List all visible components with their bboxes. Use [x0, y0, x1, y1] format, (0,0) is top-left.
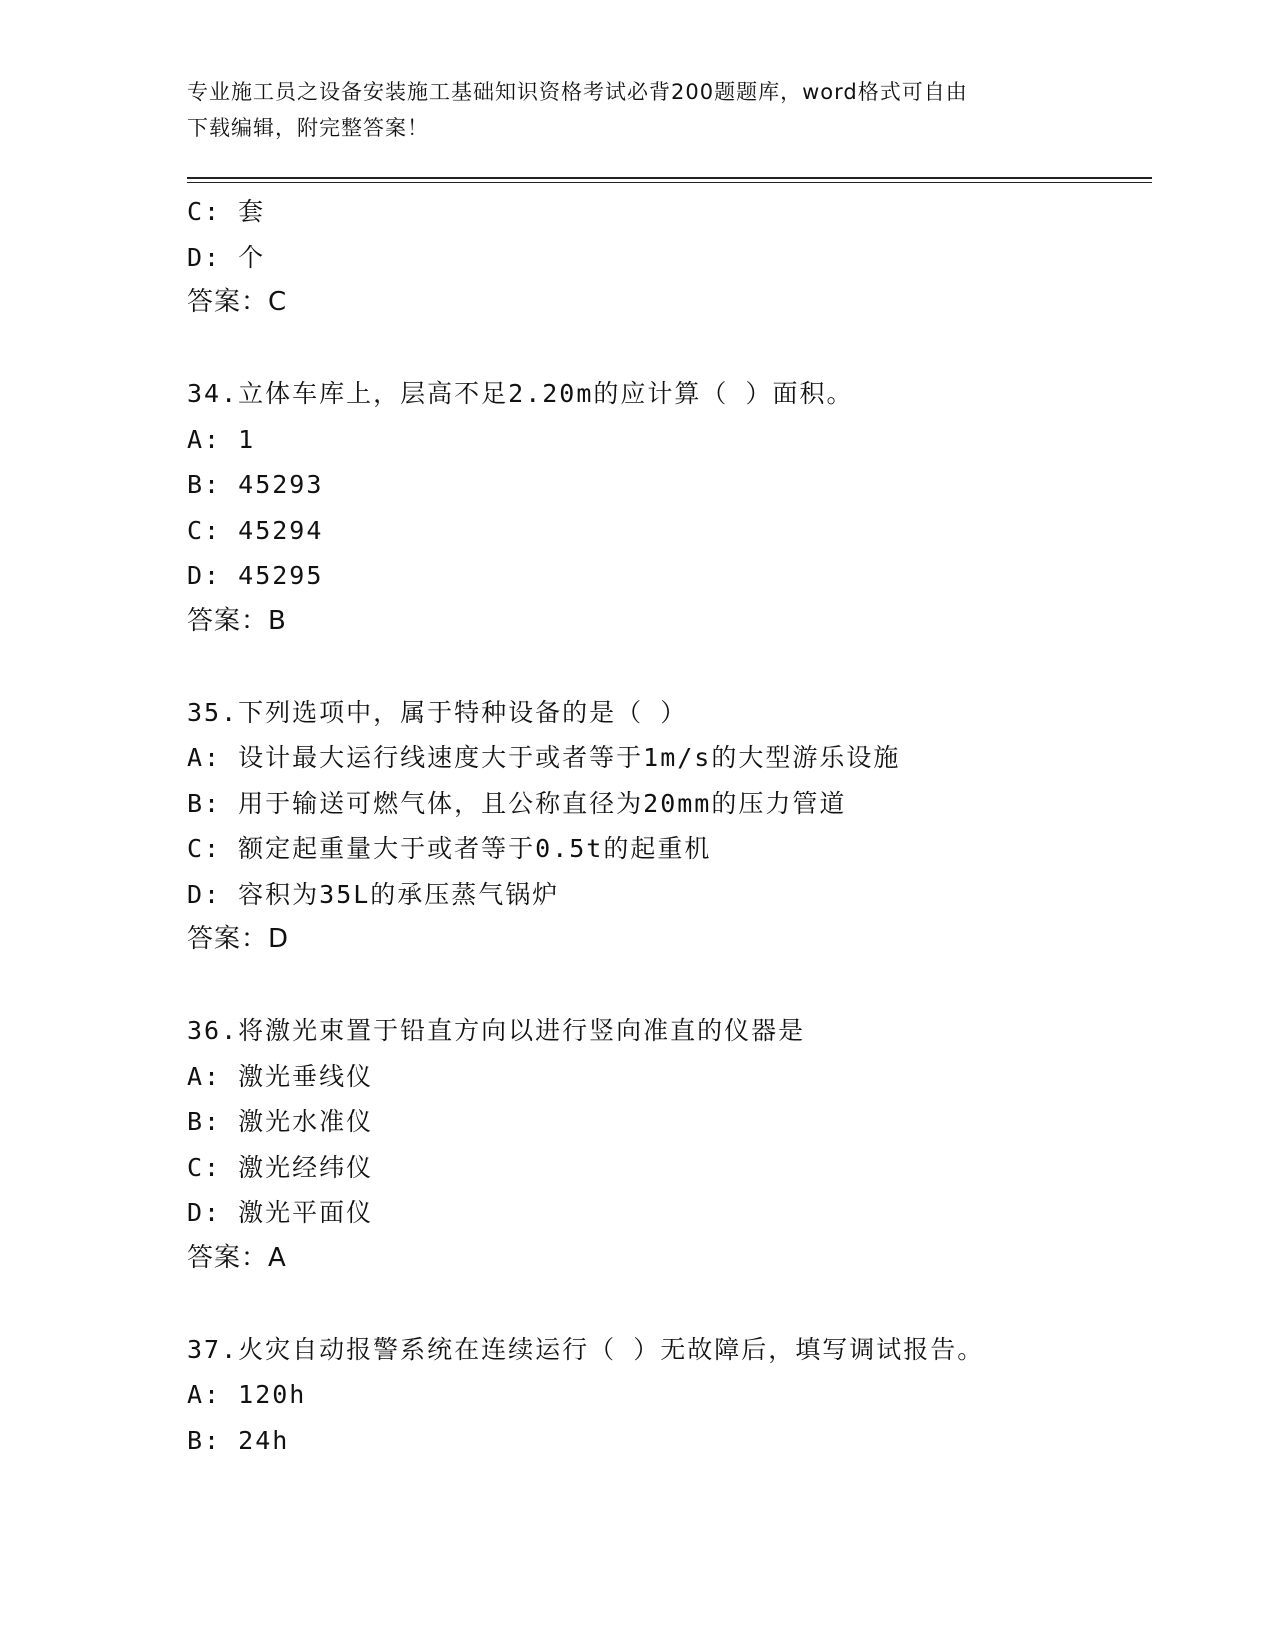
question-stem: 36.将激光束置于铅直方向以进行竖向准直的仪器是 [187, 1016, 806, 1045]
question-stem: 35.下列选项中，属于特种设备的是（ ） [187, 697, 688, 727]
question-36 [187, 1008, 1152, 1281]
option-a: A: 设计最大运行线速度大于或者等于1m/s的大型游乐设施 [187, 743, 901, 772]
option-a: A: 1 [187, 424, 256, 454]
option-b: B: 45293 [187, 470, 324, 499]
question-34 [187, 371, 1152, 644]
option-c: C: 套 [187, 197, 266, 226]
question-33 [187, 189, 1152, 326]
option-d: D: 45295 [187, 561, 324, 590]
option-d: D: 容积为35L的承压蒸气锅炉 [187, 879, 560, 909]
question-35 [187, 690, 1152, 963]
option-a: A: 120h [187, 1380, 307, 1409]
option-c: C: 额定起重量大于或者等于0.5t的起重机 [187, 834, 712, 863]
option-c: C: 45294 [187, 515, 324, 545]
question-list [187, 189, 1152, 1463]
answer: 答案：B [187, 605, 287, 636]
option-b: B: 24h [187, 1425, 290, 1455]
question-stem: 34.立体车库上，层高不足2.20m的应计算（ ）面积。 [187, 379, 854, 408]
header-divider-thick [187, 177, 1152, 179]
answer: 答案：C [187, 287, 288, 317]
question-37 [187, 1327, 1152, 1464]
option-b: B: 激光水准仪 [187, 1107, 374, 1136]
answer: 答案：A [187, 1242, 287, 1273]
header-line-2: 下载编辑，附完整答案！ [187, 116, 429, 140]
question-stem: 37.火灾自动报警系统在连续运行（ ）无故障后，填写调试报告。 [187, 1334, 985, 1364]
document-header [187, 74, 1087, 146]
option-c: C: 激光经纬仪 [187, 1152, 374, 1182]
header-divider-thin [187, 182, 1152, 183]
option-d: D: 个 [187, 242, 266, 272]
answer: 答案：D [187, 924, 290, 954]
option-a: A: 激光垂线仪 [187, 1061, 374, 1091]
header-line-1: 专业施工员之设备安装施工基础知识资格考试必背200题题库，word格式可自由 [187, 80, 968, 104]
option-d: D: 激光平面仪 [187, 1198, 374, 1227]
option-b: B: 用于输送可燃气体，且公称直径为20mm的压力管道 [187, 788, 847, 818]
